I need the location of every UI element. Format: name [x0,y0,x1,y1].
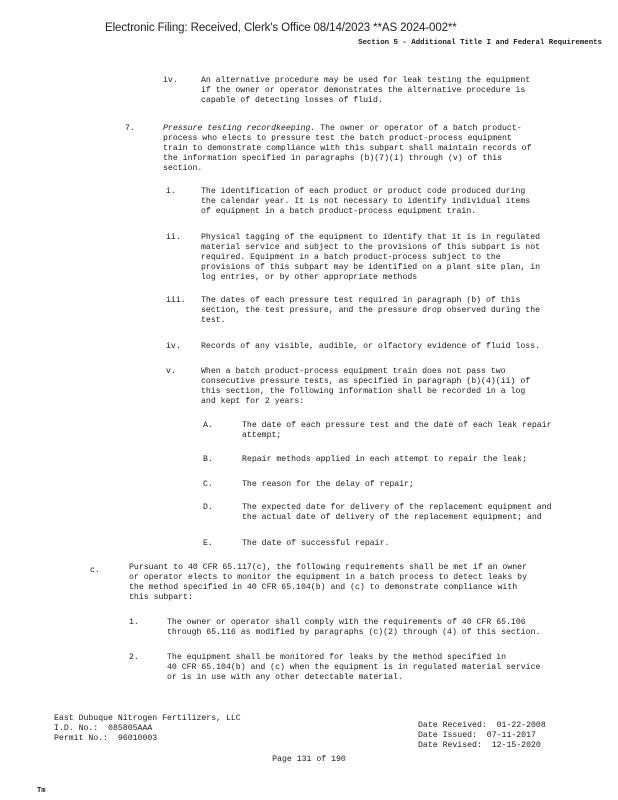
item-label: 1. [129,618,139,627]
item-text: The equipment shall be monitored for leaks by the method specified in 40 CFR 65.104(b) and (c) when the equipment is in regulated material service or is in use with any other detectable material. [167,653,541,682]
permit-dates: Date Received: 01-22-2008 Date Issued: 07-11-2017 Date Revised: 12-15-2020 [418,721,546,750]
item-text: The dates of each pressure test required in paragraph (b) of this section, the test pressure, and the pressure drop observed during the test. [201,296,541,325]
item-label: C. [203,480,213,489]
corner-mark: Tm [37,787,46,795]
item-label: D. [203,503,213,512]
item-label: i. [166,187,176,196]
item-text: The identification of each product or product code produced during the calendar year. It is not necessary to identify individual items of equipment in a batch product-process equipment train. [201,187,531,216]
item-text: Physical tagging of the equipment to identify that it is in regulated material service and subject to the provisions of this subpart is not required. Equipment in a batch product-process subject to the provisions of this subpart may be identified on a plant site plan, in log entries, or by other appropriate methods [201,233,541,282]
section-title: Section 5 - Additional Title I and Federal Requirements [358,39,602,47]
item-text: The owner or operator shall comply with the requirements of 40 CFR 65.106 through 65.116 as modified by paragraphs (c)(2) through (4) of this section. [167,618,541,637]
item-text: The reason for the delay of repair; [242,480,414,489]
item-text: When a batch product-process equipment train does not pass two consecutive pressure tests, as specified in paragraph (b)(4)(ii) of this section, the following information shall be recorded in a log and kept for 2 years: [201,367,531,406]
item-label: B. [203,455,213,464]
permittee-info: East Dubuque Nitrogen Fertilizers, LLC I.D. No.: 085805AAA Permit No.: 96010003 [54,714,241,743]
item-label: iii. [166,296,186,305]
item-label: 2. [129,653,139,662]
item-title: Pressure testing recordkeeping. [163,124,316,133]
item-text: Records of any visible, audible, or olfactory evidence of fluid loss. [201,342,541,351]
item-text: The date of successful repair. [242,539,390,548]
page-number: Page 131 of 190 [272,755,346,764]
item-label: A. [203,421,213,430]
item-label: 7. [125,124,135,133]
item-label: E. [203,539,213,548]
item-text: An alternative procedure may be used for leak testing the equipment if the owner or operator demonstrates the alternative procedure is capable of detecting losses of fluid. [201,76,531,105]
item-label: iv. [163,76,178,85]
item-body: The owner or operator of a batch product- process who elects to pressure test the batch product-process equipment train to demonstrate compliance with this subpart shall maintain records of the information specified in paragraphs (b)(7)(i) through (v) of this section. [163,124,532,173]
item-text: The date of each pressure test and the date of each leak repair attempt; [242,421,552,440]
filing-stamp: Electronic Filing: Received, Clerk's Office 08/14/2023 **AS 2024-002** [105,22,457,34]
item-label: c. [90,566,100,575]
item-text: Pursuant to 40 CFR 65.117(c), the following requirements shall be met if an owner or operator elects to monitor the equipment in a batch process to detect leaks by the method specified in 40 CFR 65.104(b) and (c) to demonstrate compliance with this subpart: [129,563,527,602]
item-label: v. [166,367,176,376]
item-text: Repair methods applied in each attempt to repair the leak; [242,455,527,464]
item-text [163,124,532,174]
item-label: iv. [166,342,181,351]
item-text: The expected date for delivery of the replacement equipment and the actual date of delivery of the replacement equipment; and [242,503,552,522]
item-label: ii. [166,233,181,242]
